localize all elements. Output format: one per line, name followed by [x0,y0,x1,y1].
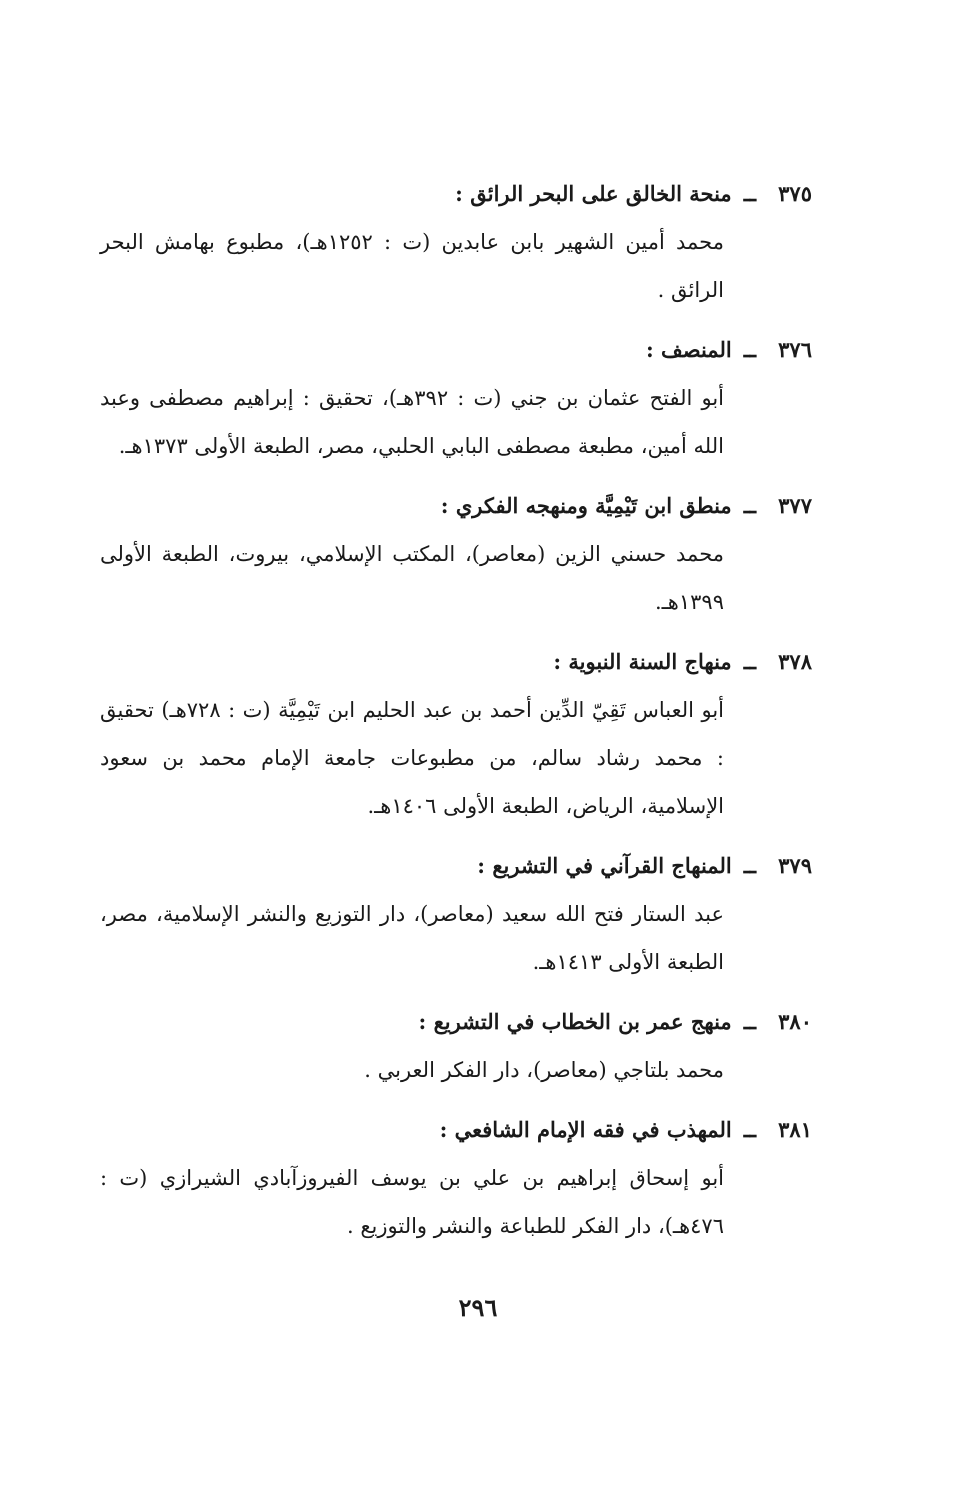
entry-description: محمد حسني الزين (معاصر)، المكتب الإسلامي، بيروت، الطبعة الأولى ١٣٩٩هـ. [100,542,724,614]
bibliography-entry [100,482,812,626]
entry-number: ٣٧٥ [778,181,812,206]
entry-number: ٣٨٠ [778,1009,812,1034]
entry-heading [100,638,812,686]
entry-heading [100,326,812,374]
bibliography-entry [100,1106,812,1250]
entry-dash: ــ [743,181,756,206]
page-number: ٢٩٦ [458,1293,498,1322]
entry-description: محمد بلتاجي (معاصر)، دار الفكر العربي . [364,1058,724,1082]
entry-heading [100,482,812,530]
entry-title: منهج عمر بن الخطاب في التشريع : [418,1009,732,1034]
entry-title: منحة الخالق على البحر الرائق : [455,181,732,206]
bibliography-entry [100,842,812,986]
entry-heading [100,998,812,1046]
entry-title: منطق ابن تَيْمِيَّة ومنهجه الفكري : [440,493,732,518]
entry-dash: ــ [743,337,756,362]
entry-description: عبد الستار فتح الله سعيد (معاصر)، دار التوزيع والنشر الإسلامية، مصر، الطبعة الأولى ١٤١٣هـ. [100,902,724,974]
entry-heading [100,170,812,218]
entry-number: ٣٨١ [778,1117,812,1142]
bibliography-entry [100,998,812,1094]
bibliography-entry [100,326,812,470]
entry-number: ٣٧٧ [778,493,812,518]
entry-dash: ــ [743,493,756,518]
entry-number: ٣٧٩ [778,853,812,878]
entry-dash: ــ [743,649,756,674]
entry-description: أبو العباس تَقِيّ الدِّين أحمد بن عبد الحليم ابن تَيْمِيَّة (ت : ٧٢٨هـ) تحقيق : محمد رشاد سالم، من مطبوعات جامعة الإمام محمد بن سعود الإسلامية، الرياض، الطبعة الأولى ١٤٠٦هـ. [100,698,724,818]
bibliography-entry [100,638,812,830]
entry-number: ٣٧٦ [778,337,812,362]
entry-dash: ــ [743,1117,756,1142]
entry-description: محمد أمين الشهير بابن عابدين (ت : ١٢٥٢هـ)، مطبوع بهامش البحر الرائق . [100,230,724,302]
entry-dash: ــ [743,1009,756,1034]
bibliography-entry [100,170,812,314]
entry-heading [100,1106,812,1154]
entry-title: المنصف : [645,337,732,362]
entry-title: منهاج السنة النبوية : [553,649,732,674]
entry-dash: ــ [743,853,756,878]
entry-title: المنهاج القرآني في التشريع : [477,853,732,878]
entry-heading [100,842,812,890]
entry-description: أبو إسحاق إبراهيم بن علي بن يوسف الفيروزآبادي الشيرازي (ت : ٤٧٦هـ)، دار الفكر للطباعة والنشر والتوزيع . [100,1166,724,1238]
entry-description: أبو الفتح عثمان بن جني (ت : ٣٩٢هـ)، تحقيق : إبراهيم مصطفى وعبد الله أمين، مطبعة مصطفى البابي الحلبي، مصر، الطبعة الأولى ١٣٧٣هـ. [100,386,724,458]
entry-number: ٣٧٨ [778,649,812,674]
entry-title: المهذب في فقه الإمام الشافعي : [439,1117,732,1142]
bibliography-list [100,170,812,1262]
